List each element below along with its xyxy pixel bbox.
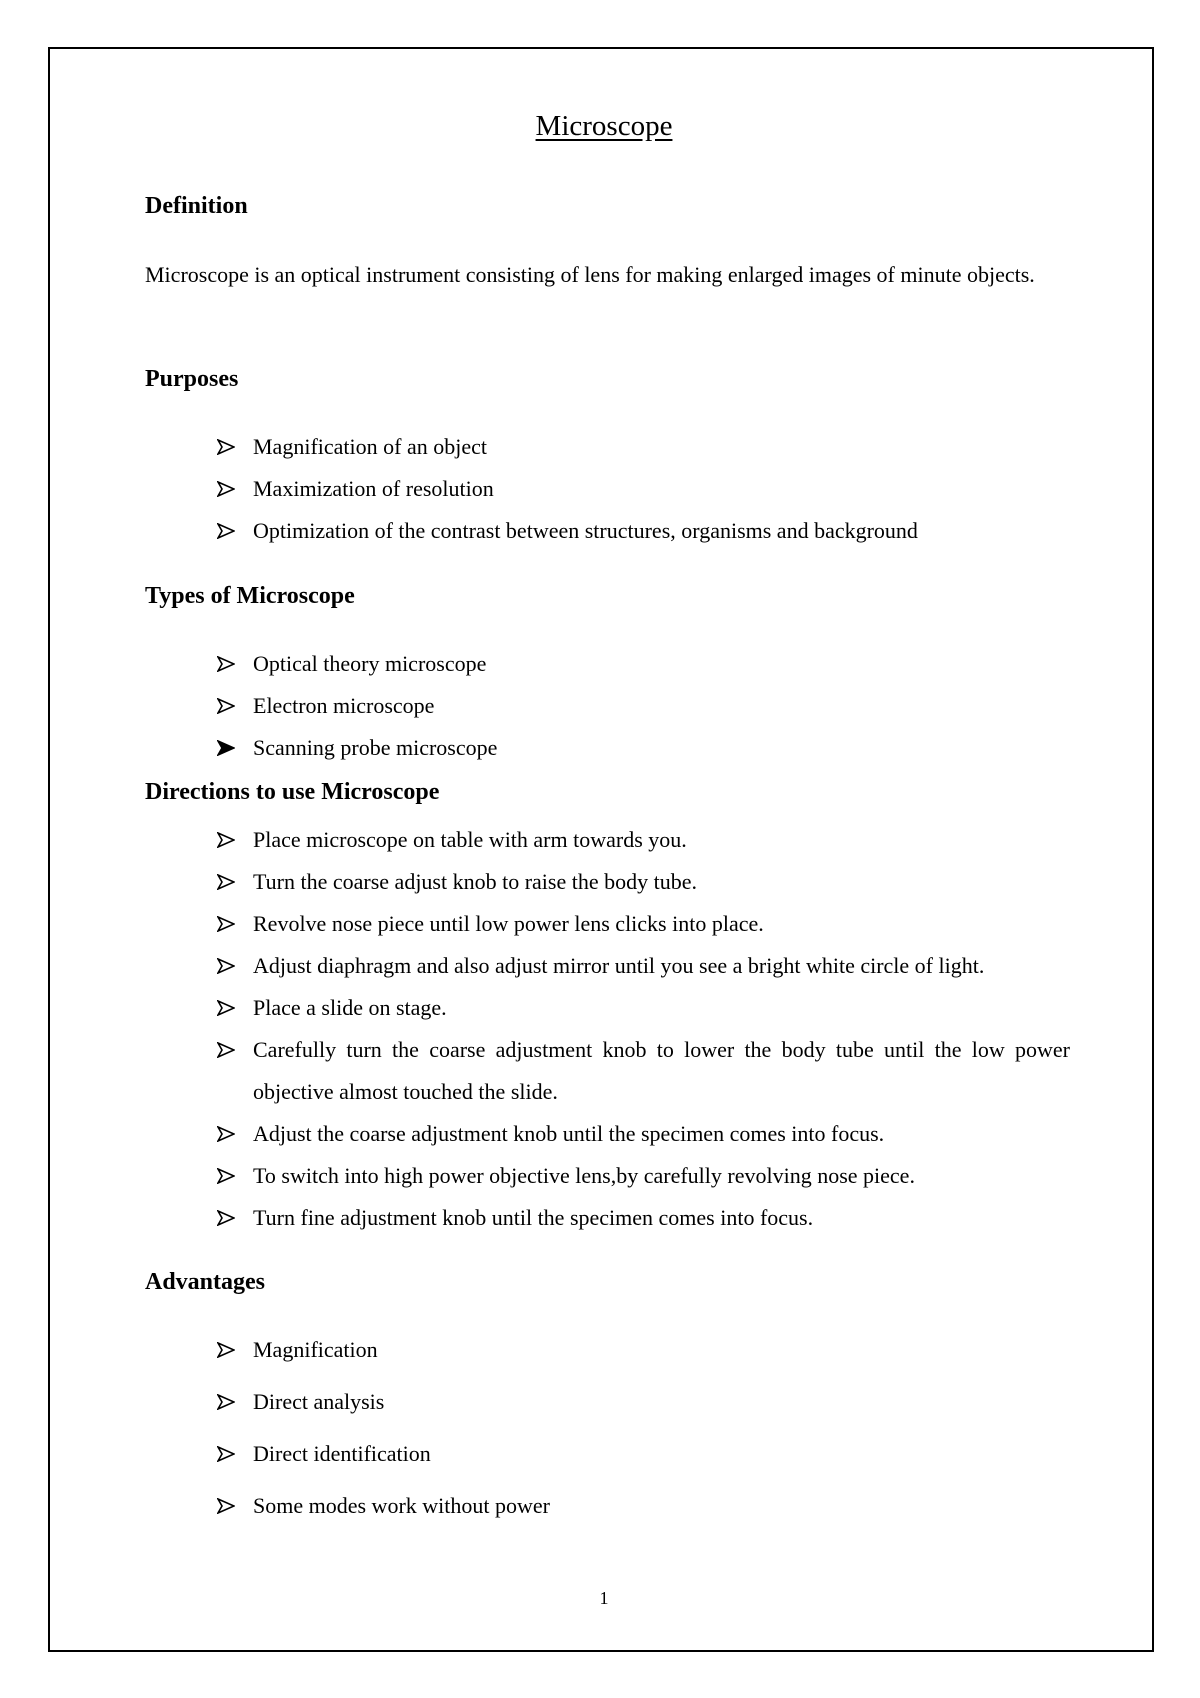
arrow-bullet-icon bbox=[217, 1042, 235, 1058]
arrow-bullet-icon bbox=[217, 698, 235, 714]
directions-heading: Directions to use Microscope bbox=[145, 779, 440, 805]
list-item bbox=[217, 903, 1070, 945]
list-item bbox=[217, 987, 1070, 1029]
arrow-bullet-icon bbox=[217, 958, 235, 974]
arrow-bullet-icon bbox=[217, 916, 235, 932]
list-item-text: Some modes work without power bbox=[253, 1493, 550, 1518]
list-item-text: Turn fine adjustment knob until the specimen comes into focus. bbox=[253, 1205, 814, 1230]
list-item-text: Revolve nose piece until low power lens clicks into place. bbox=[253, 911, 764, 936]
arrow-bullet-icon bbox=[217, 874, 235, 890]
arrow-bullet-icon bbox=[217, 1000, 235, 1016]
list-item bbox=[217, 1197, 1070, 1239]
list-item bbox=[217, 945, 1070, 987]
arrow-bullet-icon bbox=[217, 1210, 235, 1226]
arrow-bullet-icon bbox=[217, 523, 235, 539]
list-item-text: Direct identification bbox=[253, 1441, 431, 1466]
purposes-heading: Purposes bbox=[145, 366, 239, 392]
arrow-bullet-icon bbox=[217, 656, 235, 672]
list-item bbox=[217, 727, 1070, 769]
list-item bbox=[217, 819, 1070, 861]
list-item bbox=[217, 1381, 1070, 1423]
list-item bbox=[217, 510, 1070, 552]
arrow-bullet-icon bbox=[217, 1446, 235, 1462]
list-item bbox=[217, 1329, 1070, 1371]
list-item bbox=[217, 643, 1070, 685]
purposes-list bbox=[217, 426, 1070, 552]
definition-heading: Definition bbox=[145, 193, 248, 219]
list-item-text: Scanning probe microscope bbox=[253, 735, 498, 760]
types-list bbox=[217, 643, 1070, 769]
arrow-bullet-icon bbox=[217, 740, 235, 756]
list-item-text: Electron microscope bbox=[253, 693, 435, 718]
list-item-text: Turn the coarse adjust knob to raise the body tube. bbox=[253, 869, 697, 894]
arrow-bullet-icon bbox=[217, 1342, 235, 1358]
directions-list bbox=[217, 819, 1070, 1239]
list-item bbox=[217, 861, 1070, 903]
advantages-heading: Advantages bbox=[145, 1269, 266, 1295]
list-item bbox=[217, 685, 1070, 727]
list-item-text: Maximization of resolution bbox=[253, 476, 494, 501]
list-item-text: Place microscope on table with arm towards you. bbox=[253, 827, 687, 852]
arrow-bullet-icon bbox=[217, 481, 235, 497]
list-item bbox=[217, 426, 1070, 468]
advantages-list bbox=[217, 1329, 1070, 1527]
arrow-bullet-icon bbox=[217, 439, 235, 455]
arrow-bullet-icon bbox=[217, 1394, 235, 1410]
list-item-text: Magnification of an object bbox=[253, 434, 487, 459]
list-item bbox=[217, 1155, 1070, 1197]
page-number: 1 bbox=[599, 1588, 609, 1608]
list-item bbox=[217, 1029, 1070, 1113]
list-item-text: Magnification bbox=[253, 1337, 378, 1362]
types-heading: Types of Microscope bbox=[145, 583, 355, 609]
list-item-text: To switch into high power objective lens,by carefully revolving nose piece. bbox=[253, 1163, 915, 1188]
arrow-bullet-icon bbox=[217, 1168, 235, 1184]
arrow-bullet-icon bbox=[217, 1126, 235, 1142]
list-item-text: Direct analysis bbox=[253, 1389, 385, 1414]
list-item-text: Place a slide on stage. bbox=[253, 995, 447, 1020]
list-item bbox=[217, 1485, 1070, 1527]
document-title: Microscope bbox=[535, 110, 673, 142]
list-item-text: Carefully turn the coarse adjustment knob to lower the body tube until the low power objective almost touched the slide. bbox=[253, 1037, 1070, 1104]
arrow-bullet-icon bbox=[217, 832, 235, 848]
list-item-text: Adjust diaphragm and also adjust mirror until you see a bright white circle of light. bbox=[253, 953, 985, 978]
list-item bbox=[217, 1433, 1070, 1475]
arrow-bullet-icon bbox=[217, 1498, 235, 1514]
list-item bbox=[217, 1113, 1070, 1155]
list-item bbox=[217, 468, 1070, 510]
definition-text: Microscope is an optical instrument consisting of lens for making enlarged images of minute objects. bbox=[145, 262, 1035, 287]
list-item-text: Optimization of the contrast between structures, organisms and background bbox=[253, 518, 918, 543]
list-item-text: Optical theory microscope bbox=[253, 651, 487, 676]
list-item-text: Adjust the coarse adjustment knob until the specimen comes into focus. bbox=[253, 1121, 885, 1146]
